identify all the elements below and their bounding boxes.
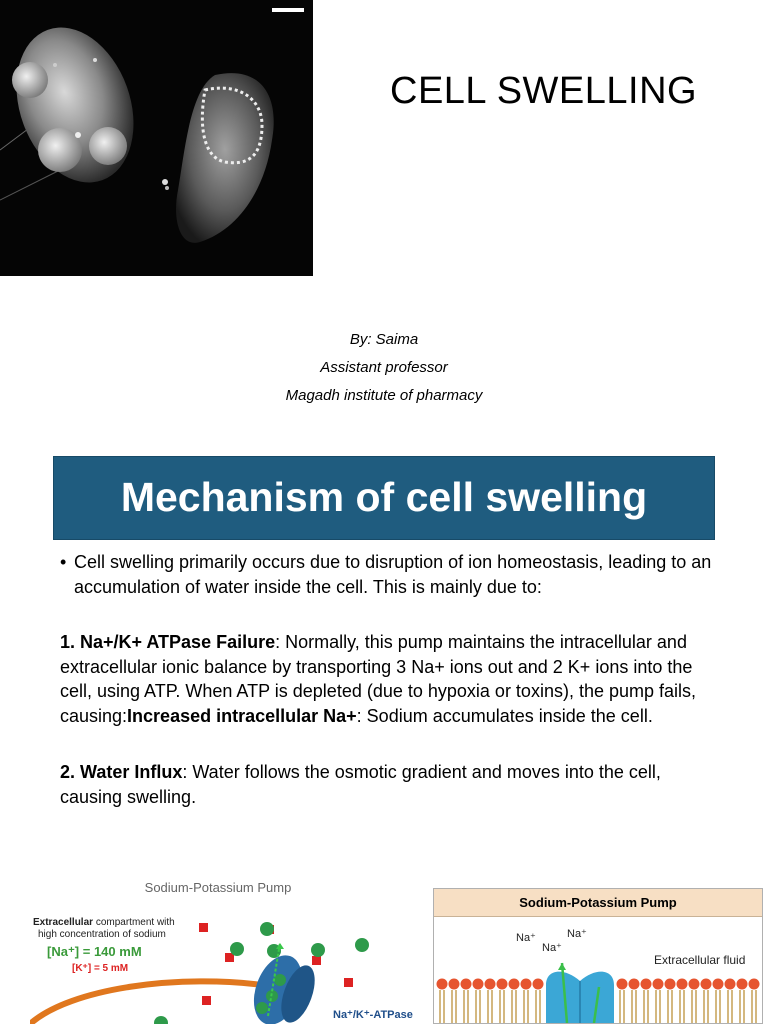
sodium-heading: Increased intracellular Na+ (127, 705, 357, 726)
na-label-2: Na⁺ (542, 942, 562, 954)
extracellular-fluid-label: Extracellular fluid (654, 953, 746, 967)
compartment-rest: compartment with (93, 917, 175, 928)
right-figure-title: Sodium-Potassium Pump (434, 889, 762, 917)
slide-banner (53, 456, 715, 540)
compartment-bold: Extracellular (33, 917, 94, 928)
paragraph-water (60, 760, 720, 809)
na-label-3: Na⁺ (567, 928, 587, 940)
pump-diagram-right (433, 888, 763, 1024)
author-institute: Magadh institute of pharmacy (285, 387, 483, 404)
pump-label: Na⁺/K⁺-ATPase (333, 1009, 413, 1021)
sodium-text: : Sodium accumulates inside the cell. (356, 705, 653, 726)
water-heading: 2. Water Influx (60, 762, 183, 782)
intro-bullet (60, 550, 720, 599)
slide-title: CELL SWELLING (390, 70, 698, 112)
na-label-1: Na⁺ (516, 932, 536, 944)
bullet-icon: • (60, 552, 67, 572)
author-name: By: Saima (349, 331, 419, 348)
pump-diagram-left (30, 868, 420, 1024)
svg-text:Extracellular compartment with (33, 917, 175, 928)
k-concentration: [K⁺] = 5 mM (72, 963, 129, 974)
cell-micrograph-image (0, 0, 313, 276)
na-concentration: [Na⁺] = 140 mM (47, 944, 142, 959)
compartment-line2: high concentration of sodium (38, 929, 166, 940)
atpase-text: : Normally, this pump maintains the intracellular and extracellular ionic balance by transporting 3 Na+ ions out and 2 K+ ions into the cell, using ATP. When ATP is depleted (due to hypoxia or toxins), the pump fails, causing: (60, 632, 697, 726)
atpase-heading: 1. Na+/K+ ATPase Failure (60, 632, 276, 652)
left-figure-title: Sodium-Potassium Pump (144, 880, 292, 895)
banner-title: Mechanism of cell swelling (120, 474, 648, 520)
paragraph-atpase (60, 630, 720, 728)
intro-text: Cell swelling primarily occurs due to disruption of ion homeostasis, leading to an accumulation of water inside the cell. This is mainly due to: (74, 552, 712, 597)
water-text: : Water follows the osmotic gradient and moves into the cell, causing swelling. (60, 762, 661, 807)
author-role: Assistant professor (320, 359, 448, 376)
title-slide (0, 0, 768, 440)
